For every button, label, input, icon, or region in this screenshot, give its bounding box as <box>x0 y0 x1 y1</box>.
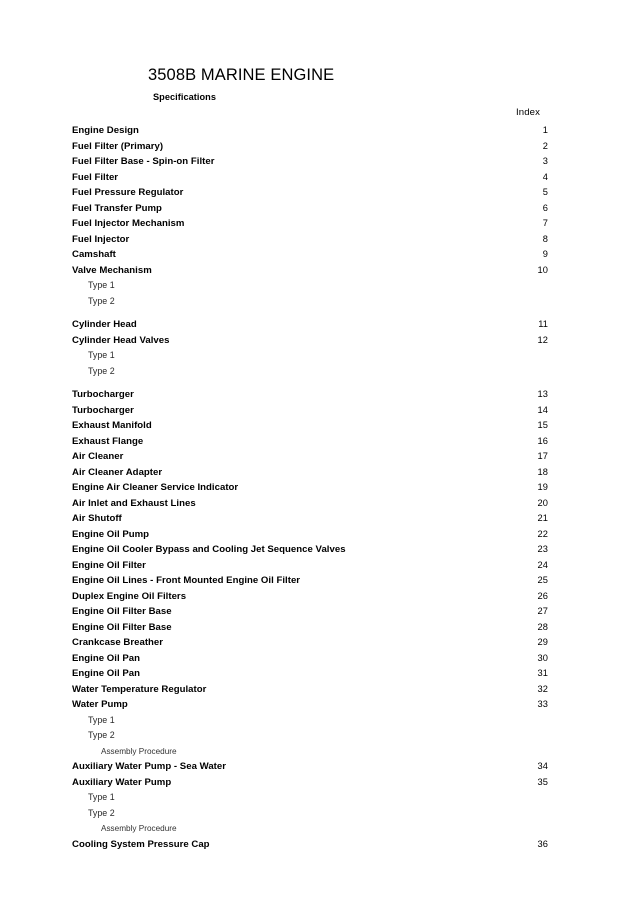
toc-entry-row[interactable] <box>0 403 624 419</box>
toc-entry-label: Type 2 <box>88 730 115 740</box>
toc-subentry-row[interactable] <box>0 744 624 760</box>
toc-entry-index: 1 <box>542 125 548 135</box>
toc-entry-index: 31 <box>537 668 548 678</box>
toc-entry-label: Engine Air Cleaner Service Indicator <box>72 482 239 493</box>
toc-entry-label: Type 2 <box>88 295 115 306</box>
toc-subentry-row[interactable] <box>0 364 624 380</box>
toc-entry-label: Air Shutoff <box>72 513 122 524</box>
toc-entry-label: Engine Oil Pump <box>72 528 150 540</box>
toc-entry-index: 34 <box>537 761 548 771</box>
toc-entry-row[interactable] <box>0 123 624 139</box>
toc-entry-index: 10 <box>537 264 548 275</box>
toc-entry-row[interactable] <box>0 317 624 333</box>
toc-entry-label: Cooling System Pressure Cap <box>72 838 210 850</box>
toc-entry-row[interactable] <box>0 759 624 775</box>
toc-entry-label: Fuel Filter Base - Spin-on Filter <box>72 156 215 167</box>
toc-entry-label: Engine Oil Pan <box>72 668 140 679</box>
toc-entry-row[interactable] <box>0 139 624 155</box>
toc-entry-index: 25 <box>537 575 548 585</box>
toc-subentry-row[interactable] <box>0 713 624 729</box>
index-column-header-label: Index <box>516 107 540 118</box>
page-subtitle: Specifications <box>153 92 216 102</box>
toc-entry-index: 23 <box>537 544 548 554</box>
toc-entry-index: 9 <box>542 249 548 259</box>
toc-entry-row[interactable] <box>0 387 624 403</box>
toc-entry-index: 21 <box>537 513 548 523</box>
toc-entry-label: Type 1 <box>88 792 115 802</box>
toc-entry-index: 14 <box>537 404 548 415</box>
toc-entry-label: Type 2 <box>88 807 115 818</box>
toc-entry-row[interactable] <box>0 635 624 651</box>
toc-entry-index: 33 <box>537 699 548 709</box>
toc-entry-row[interactable] <box>0 333 624 349</box>
toc-entry-index: 32 <box>537 683 548 694</box>
toc-entry-row[interactable] <box>0 263 624 279</box>
toc-entry-index: 7 <box>542 218 548 228</box>
toc-subentry-row[interactable] <box>0 821 624 837</box>
toc-entry-row[interactable] <box>0 216 624 232</box>
toc-entry-label: Water Temperature Regulator <box>72 683 207 695</box>
toc-entry-label: Fuel Transfer Pump <box>72 202 162 214</box>
toc-entry-label: Cylinder Head <box>72 319 137 330</box>
toc-entry-row[interactable] <box>0 170 624 186</box>
table-of-contents <box>0 123 624 852</box>
page-title: 3508B MARINE ENGINE <box>148 66 335 84</box>
toc-entry-label: Assembly Procedure <box>101 746 177 756</box>
toc-entry-label: Type 1 <box>88 714 115 725</box>
toc-entry-row[interactable] <box>0 651 624 667</box>
toc-entry-index: 18 <box>537 466 548 477</box>
toc-entry-label: Engine Design <box>72 125 139 136</box>
toc-entry-row[interactable] <box>0 201 624 217</box>
toc-entry-label: Engine Oil Filter Base <box>72 606 172 617</box>
toc-entry-index: 2 <box>542 140 548 151</box>
toc-entry-row[interactable] <box>0 697 624 713</box>
toc-entry-label: Fuel Injector Mechanism <box>72 218 185 229</box>
toc-entry-index: 5 <box>542 187 548 197</box>
toc-entry-index: 13 <box>537 389 548 399</box>
toc-entry-row[interactable] <box>0 775 624 791</box>
toc-subentry-row[interactable] <box>0 790 624 806</box>
toc-entry-index: 17 <box>537 451 548 461</box>
toc-entry-index: 35 <box>537 776 548 787</box>
toc-entry-index: 6 <box>542 202 548 213</box>
toc-entry-label: Assembly Procedure <box>101 824 177 833</box>
toc-entry-label: Type 2 <box>88 365 115 376</box>
toc-entry-index: 16 <box>537 435 548 446</box>
toc-entry-label: Type 1 <box>88 280 115 290</box>
toc-entry-label: Fuel Injector <box>72 233 130 245</box>
toc-entry-label: Engine Oil Cooler Bypass and Cooling Jet Sequence Valves <box>72 544 346 555</box>
toc-entry-index: 36 <box>537 838 548 849</box>
toc-entry-label: Duplex Engine Oil Filters <box>72 590 187 602</box>
toc-entry-index: 12 <box>537 334 548 345</box>
toc-entry-row[interactable] <box>0 604 624 620</box>
toc-entry-label: Turbocharger <box>72 389 134 400</box>
toc-entry-row[interactable] <box>0 185 624 201</box>
toc-entry-index: 30 <box>537 652 548 663</box>
toc-entry-row[interactable] <box>0 154 624 170</box>
toc-entry-label: Water Pump <box>72 699 128 710</box>
toc-entry-label: Auxiliary Water Pump <box>72 776 172 788</box>
toc-subentry-row[interactable] <box>0 348 624 364</box>
toc-entry-row[interactable] <box>0 511 624 527</box>
toc-entry-index: 28 <box>537 621 548 632</box>
toc-entry-row[interactable] <box>0 247 624 263</box>
toc-entry-label: Auxiliary Water Pump - Sea Water <box>72 761 227 772</box>
toc-subentry-row[interactable] <box>0 278 624 294</box>
toc-entry-row[interactable] <box>0 465 624 481</box>
toc-entry-label: Engine Oil Filter <box>72 559 146 571</box>
toc-entry-row[interactable] <box>0 480 624 496</box>
toc-entry-row[interactable] <box>0 527 624 543</box>
toc-entry-label: Exhaust Manifold <box>72 420 152 431</box>
toc-entry-index: 19 <box>537 482 548 492</box>
toc-entry-index: 27 <box>537 606 548 616</box>
toc-subentry-row[interactable] <box>0 294 624 310</box>
toc-entry-row[interactable] <box>0 620 624 636</box>
toc-entry-row[interactable] <box>0 496 624 512</box>
toc-entry-index: 3 <box>542 156 548 166</box>
toc-entry-label: Crankcase Breather <box>72 637 164 648</box>
toc-entry-row[interactable] <box>0 418 624 434</box>
toc-entry-row[interactable] <box>0 558 624 574</box>
toc-entry-label: Engine Oil Filter Base <box>72 621 172 633</box>
toc-entry-row[interactable] <box>0 434 624 450</box>
index-column-header <box>0 107 548 118</box>
toc-entry-row[interactable] <box>0 449 624 465</box>
toc-entry-row[interactable] <box>0 666 624 682</box>
toc-entry-row[interactable] <box>0 573 624 589</box>
toc-entry-label: Turbocharger <box>72 404 134 416</box>
toc-entry-index: 20 <box>537 497 548 508</box>
toc-entry-label: Engine Oil Lines - Front Mounted Engine Oil Filter <box>72 575 301 586</box>
toc-entry-index: 24 <box>537 559 548 570</box>
toc-entry-index: 26 <box>537 590 548 601</box>
toc-entry-row[interactable] <box>0 589 624 605</box>
toc-entry-label: Camshaft <box>72 249 116 260</box>
toc-entry-index: 11 <box>538 319 548 329</box>
toc-entry-label: Air Cleaner <box>72 451 124 462</box>
toc-subentry-row[interactable] <box>0 806 624 822</box>
toc-entry-label: Air Inlet and Exhaust Lines <box>72 497 196 509</box>
toc-subentry-row[interactable] <box>0 728 624 744</box>
toc-entry-label: Exhaust Flange <box>72 435 144 447</box>
toc-entry-label: Valve Mechanism <box>72 264 152 276</box>
toc-entry-index: 29 <box>537 637 548 647</box>
toc-entry-row[interactable] <box>0 232 624 248</box>
toc-entry-index: 4 <box>542 171 548 182</box>
toc-entry-row[interactable] <box>0 682 624 698</box>
toc-entry-label: Engine Oil Pan <box>72 652 140 664</box>
toc-entry-index: 8 <box>542 233 548 244</box>
toc-entry-label: Fuel Pressure Regulator <box>72 187 184 198</box>
toc-entry-index: 22 <box>537 528 548 539</box>
toc-entry-row[interactable] <box>0 837 624 853</box>
toc-entry-row[interactable] <box>0 542 624 558</box>
toc-entry-label: Fuel Filter (Primary) <box>72 140 164 152</box>
toc-entry-label: Air Cleaner Adapter <box>72 466 163 478</box>
toc-entry-index: 15 <box>537 420 548 430</box>
toc-entry-label: Type 1 <box>88 350 115 360</box>
toc-entry-label: Cylinder Head Valves <box>72 334 170 346</box>
toc-entry-label: Fuel Filter <box>72 171 119 183</box>
